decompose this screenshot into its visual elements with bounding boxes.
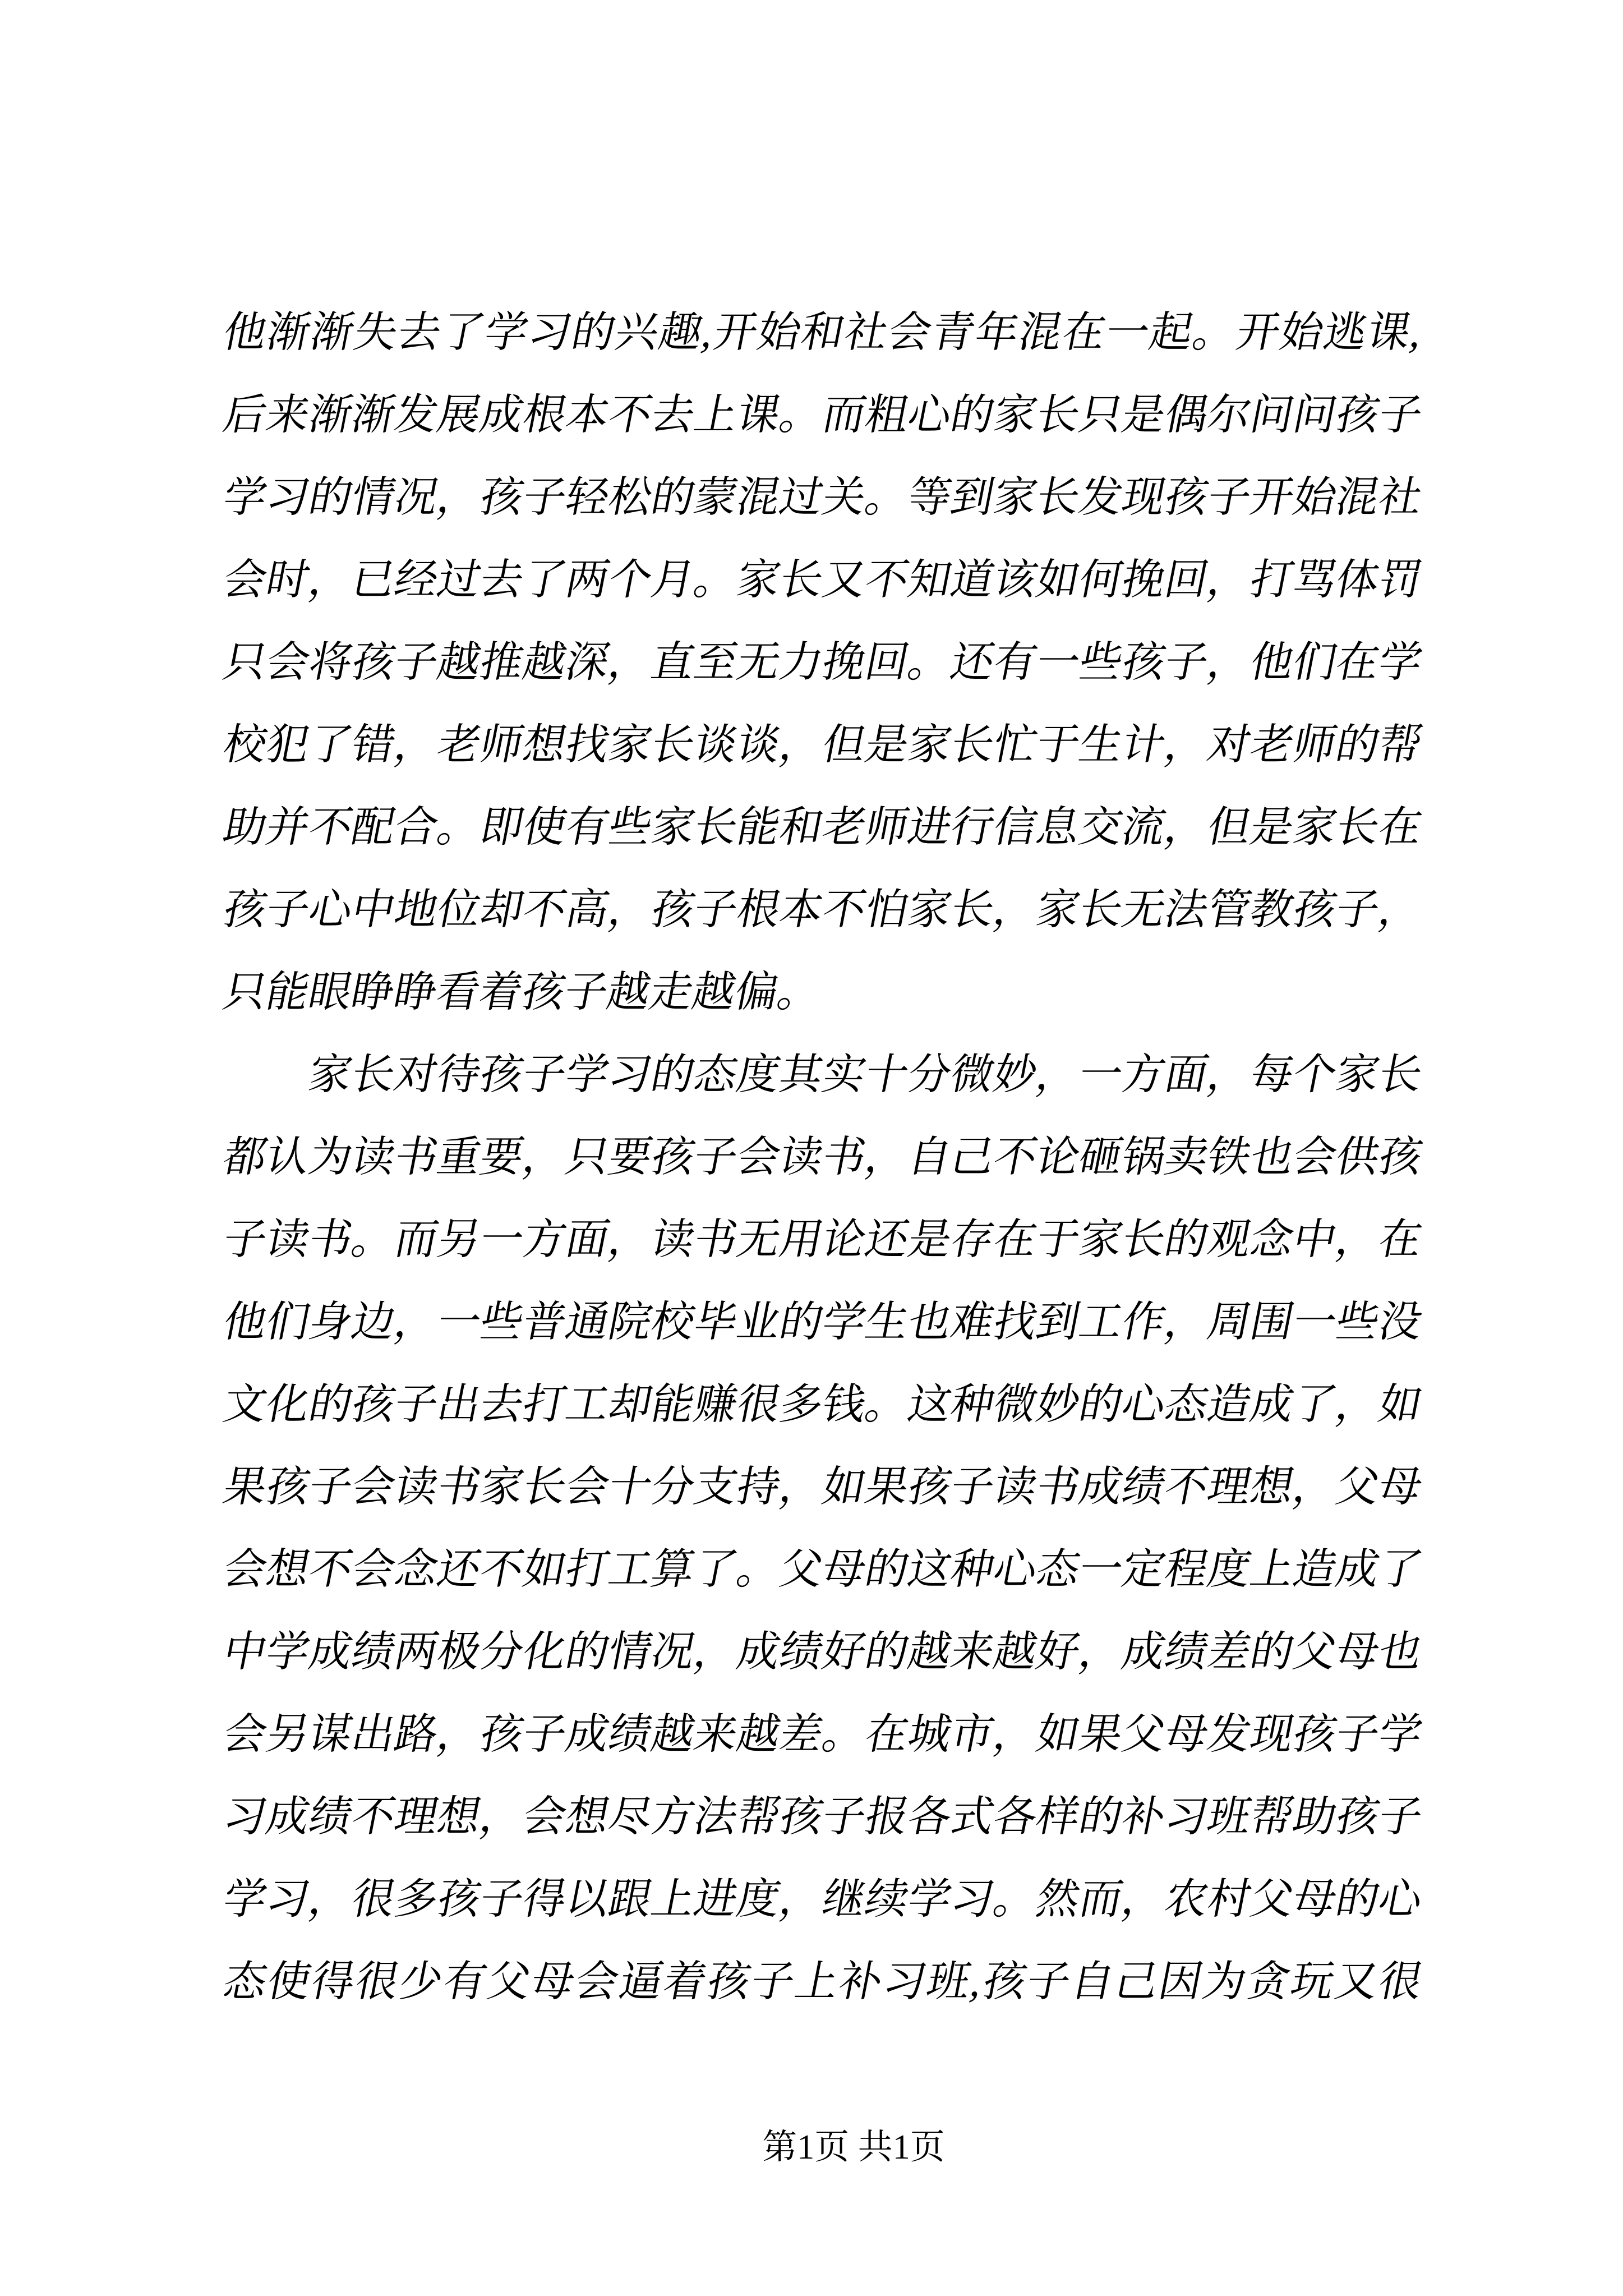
text-line-paragraph-end: 只能眼睁睁看着孩子越走越偏。: [219, 969, 826, 1016]
text-line: 学习，很多孩子得以跟上进度，继续学习。然而，农村父母的心: [219, 1876, 1427, 1923]
text-line: 习成绩不理想，会想尽方法帮孩子报各式各样的补习班帮助孩子: [219, 1793, 1427, 1841]
text-line: 后来渐渐发展成根本不去上课。而粗心的家长只是偶尔问问孩子: [219, 392, 1427, 439]
text-line: 果孩子会读书家长会十分支持，如果孩子读书成绩不理想，父母: [219, 1464, 1427, 1511]
text-line: 都认为读书重要，只要孩子会读书，自己不论砸锅卖铁也会供孩: [219, 1134, 1427, 1181]
text-line: 会另谋出路，孩子成绩越来越差。在城市，如果父母发现孩子学: [219, 1711, 1427, 1758]
page-number-label: 第1页 共1页: [762, 2128, 945, 2166]
document-body: [216, 292, 1427, 2023]
text-line: 孩子心中地位却不高，孩子根本不怕家长，家长无法管教孩子，: [219, 886, 1427, 933]
text-line: 子读书。而另一方面，读书无用论还是存在于家长的观念中，在: [219, 1216, 1427, 1263]
text-line: 学习的情况，孩子轻松的蒙混过关。等到家长发现孩子开始混社: [219, 474, 1427, 521]
text-line: 态使得很少有父母会逼着孩子上补习班,孩子自己因为贪玩又很: [219, 1958, 1427, 2005]
text-line: 助并不配合。即使有些家长能和老师进行信息交流，但是家长在: [219, 804, 1427, 851]
page-footer: [0, 2125, 1623, 2170]
text-line: 他们身边，一些普通院校毕业的学生也难找到工作，周围一些没: [219, 1299, 1427, 1346]
text-line: 文化的孩子出去打工却能赚很多钱。这种微妙的心态造成了，如: [219, 1381, 1427, 1428]
text-line: 只会将孩子越推越深，直至无力挽回。还有一些孩子，他们在学: [219, 639, 1427, 686]
text-line: 他渐渐失去了学习的兴趣,开始和社会青年混在一起。开始逃课,: [219, 309, 1427, 356]
text-line: 会想不会念还不如打工算了。父母的这种心态一定程度上造成了: [219, 1546, 1427, 1593]
text-line: 中学成绩两极分化的情况，成绩好的越来越好，成绩差的父母也: [219, 1628, 1427, 1676]
text-line: 校犯了错，老师想找家长谈谈，但是家长忙于生计，对老师的帮: [219, 721, 1427, 769]
text-line-paragraph-start: 家长对待孩子学习的态度其实十分微妙，一方面，每个家长: [305, 1051, 1427, 1098]
text-line: 会时，已经过去了两个月。家长又不知道该如何挽回，打骂体罚: [219, 556, 1427, 604]
